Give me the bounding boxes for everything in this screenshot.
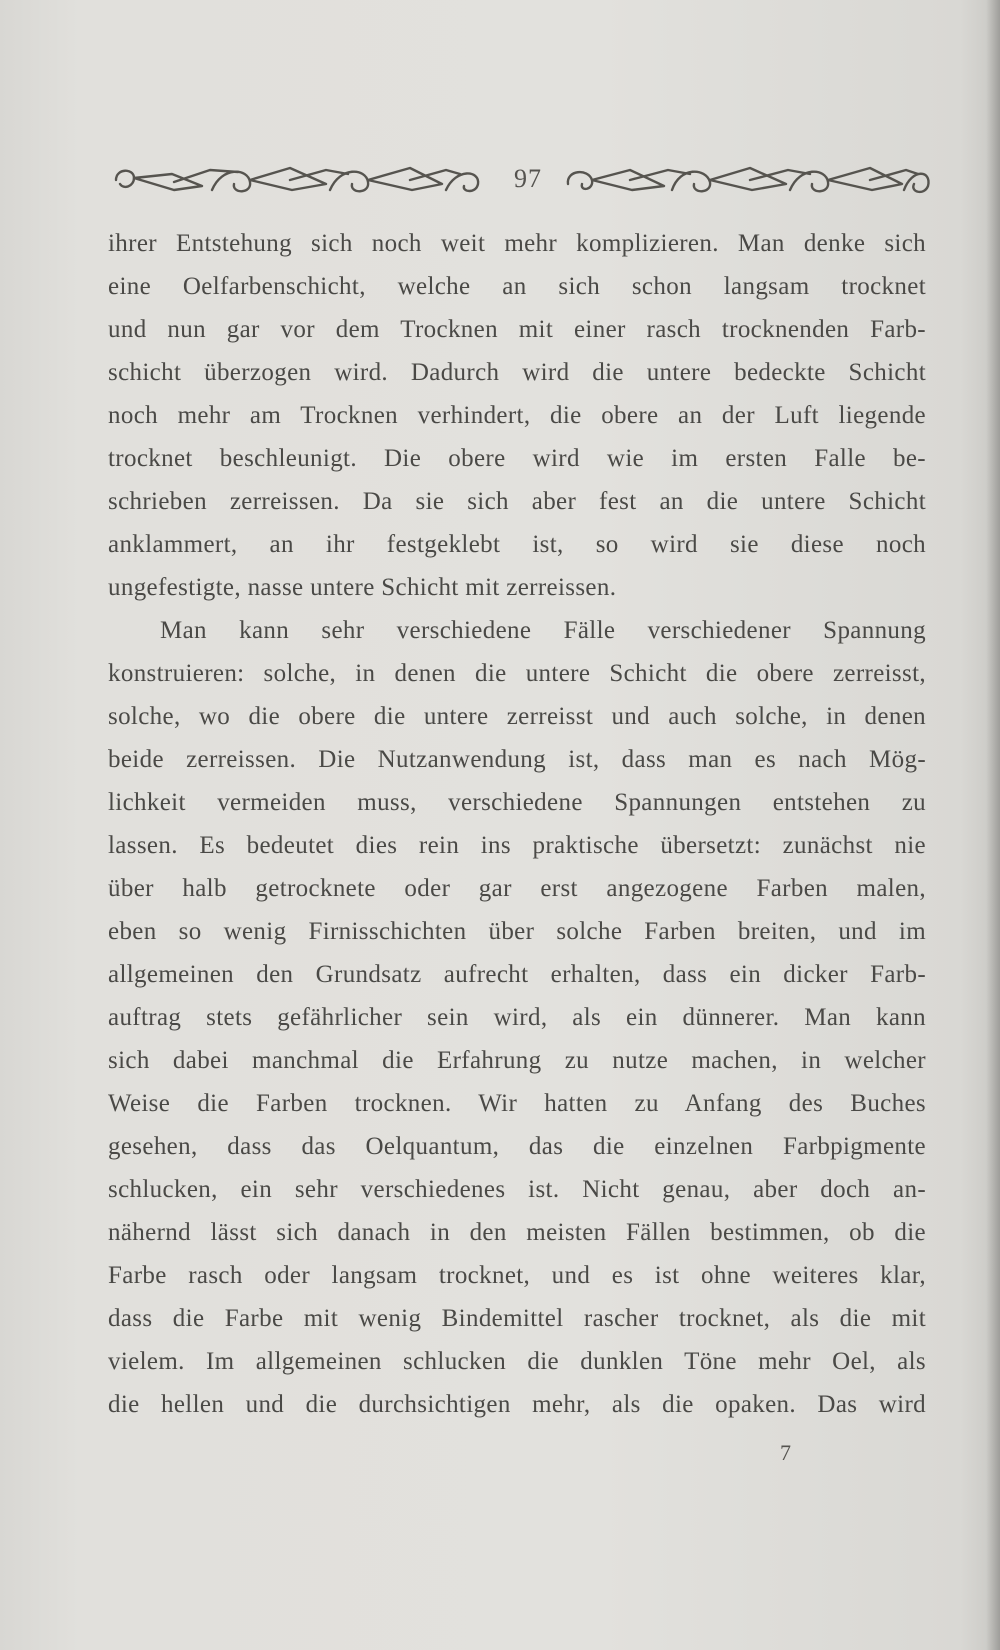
text-line: Weise die Farben trocknen. Wir hatten zu Anfang des Buches (108, 1090, 926, 1117)
text-line: ungefestigte, nasse untere Schicht mit zerreissen. (108, 574, 617, 601)
art-nouveau-ornament-icon (112, 160, 482, 200)
text-line: konstruieren: solche, in denen die untere Schicht die obere zerreisst, (108, 660, 926, 687)
text-line: eine Oelfarbenschicht, welche an sich schon langsam trocknet (108, 273, 926, 300)
text-line: allgemeinen den Grundsatz aufrecht erhalten, dass ein dicker Farb- (108, 961, 926, 988)
text-line: solche, wo die obere die untere zerreisst und auch solche, in denen (108, 703, 926, 730)
signature-mark: 7 (780, 1440, 791, 1465)
text-line: lichkeit vermeiden muss, verschiedene Spannungen entstehen zu (108, 789, 926, 816)
page-number: 97 (514, 164, 542, 193)
text-line: anklammert, an ihr festgeklebt ist, so wird sie diese noch (108, 531, 926, 558)
text-line: lassen. Es bedeutet dies rein ins praktische übersetzt: zunächst nie (108, 832, 926, 859)
text-line: noch mehr am Trocknen verhindert, die obere an der Luft liegende (108, 402, 926, 429)
text-line: schlucken, ein sehr verschiedenes ist. Nicht genau, aber doch an- (108, 1176, 926, 1203)
text-line: schrieben zerreissen. Da sie sich aber fest an die untere Schicht (108, 488, 926, 515)
text-line: eben so wenig Firnisschichten über solche Farben breiten, und im (108, 918, 926, 945)
text-line: dass die Farbe mit wenig Bindemittel rascher trocknet, als die mit (108, 1305, 926, 1332)
text-line: trocknet beschleunigt. Die obere wird wie im ersten Falle be- (108, 445, 926, 472)
text-line: Farbe rasch oder langsam trocknet, und es ist ohne weiteres klar, (108, 1262, 926, 1289)
art-nouveau-ornament-icon (564, 160, 932, 200)
text-line: auftrag stets gefährlicher sein wird, als ein dünnerer. Man kann (108, 1004, 926, 1031)
page-spine-shadow (986, 0, 1000, 1650)
text-line: sich dabei manchmal die Erfahrung zu nutze machen, in welcher (108, 1047, 926, 1074)
text-line: vielem. Im allgemeinen schlucken die dunklen Töne mehr Oel, als (108, 1348, 926, 1375)
text-line: nähernd lässt sich danach in den meisten Fällen bestimmen, ob die (108, 1219, 926, 1246)
text-line: und nun gar vor dem Trocknen mit einer rasch trocknenden Farb- (108, 316, 926, 343)
text-line: die hellen und die durchsichtigen mehr, als die opaken. Das wird (108, 1391, 926, 1418)
text-line: schicht überzogen wird. Dadurch wird die untere bedeckte Schicht (108, 359, 926, 386)
text-line: ihrer Entstehung sich noch weit mehr komplizieren. Man denke sich (108, 230, 926, 257)
text-line: über halb getrocknete oder gar erst angezogene Farben malen, (108, 875, 926, 902)
running-header (112, 150, 932, 206)
text-line: gesehen, dass das Oelquantum, das die einzelnen Farbpigmente (108, 1133, 926, 1160)
text-line: Man kann sehr verschiedene Fälle verschiedener Spannung (160, 617, 926, 644)
text-line: beide zerreissen. Die Nutzanwendung ist, dass man es nach Mög- (108, 746, 926, 773)
body-text (108, 222, 926, 1426)
